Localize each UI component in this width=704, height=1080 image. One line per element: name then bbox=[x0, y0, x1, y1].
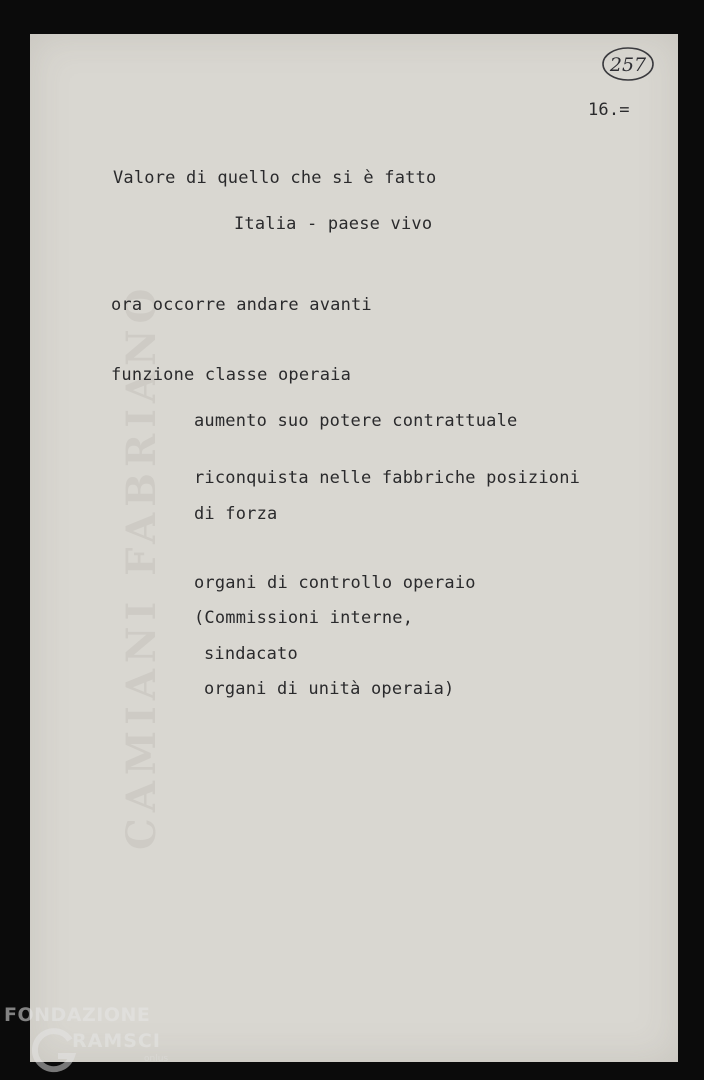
text-line-9: (Commissioni interne, bbox=[194, 608, 414, 628]
text-line-7: di forza bbox=[194, 504, 278, 524]
logo-bottom-text: RAMSCI bbox=[72, 1030, 161, 1052]
text-line-5: aumento suo potere contrattuale bbox=[194, 411, 518, 431]
text-line-8: organi di controllo operaio bbox=[194, 573, 476, 593]
text-line-4: funzione classe operaia bbox=[111, 365, 352, 385]
text-line-10: sindacato bbox=[204, 644, 298, 664]
logo-top-text: FONDAZIONE bbox=[4, 1004, 151, 1026]
circle-stamp-icon bbox=[600, 44, 656, 82]
text-line-11: organi di unità operaia) bbox=[204, 679, 455, 699]
archive-number-stamp bbox=[600, 44, 656, 82]
paper-watermark: CAMIANI FABRIANO bbox=[118, 282, 165, 850]
page-number: 16.= bbox=[588, 100, 630, 120]
text-line-3: ora occorre andare avanti bbox=[111, 295, 372, 315]
archive-number-text: 257 bbox=[609, 54, 647, 76]
logo-sub-text: onlus bbox=[144, 1054, 169, 1064]
fondazione-gramsci-logo bbox=[2, 1000, 192, 1080]
text-line-6: riconquista nelle fabbriche posizioni bbox=[194, 468, 581, 488]
logo-g-icon bbox=[30, 1026, 78, 1074]
text-line-2: Italia - paese vivo bbox=[234, 214, 433, 234]
text-line-1: Valore di quello che si è fatto bbox=[113, 168, 437, 188]
